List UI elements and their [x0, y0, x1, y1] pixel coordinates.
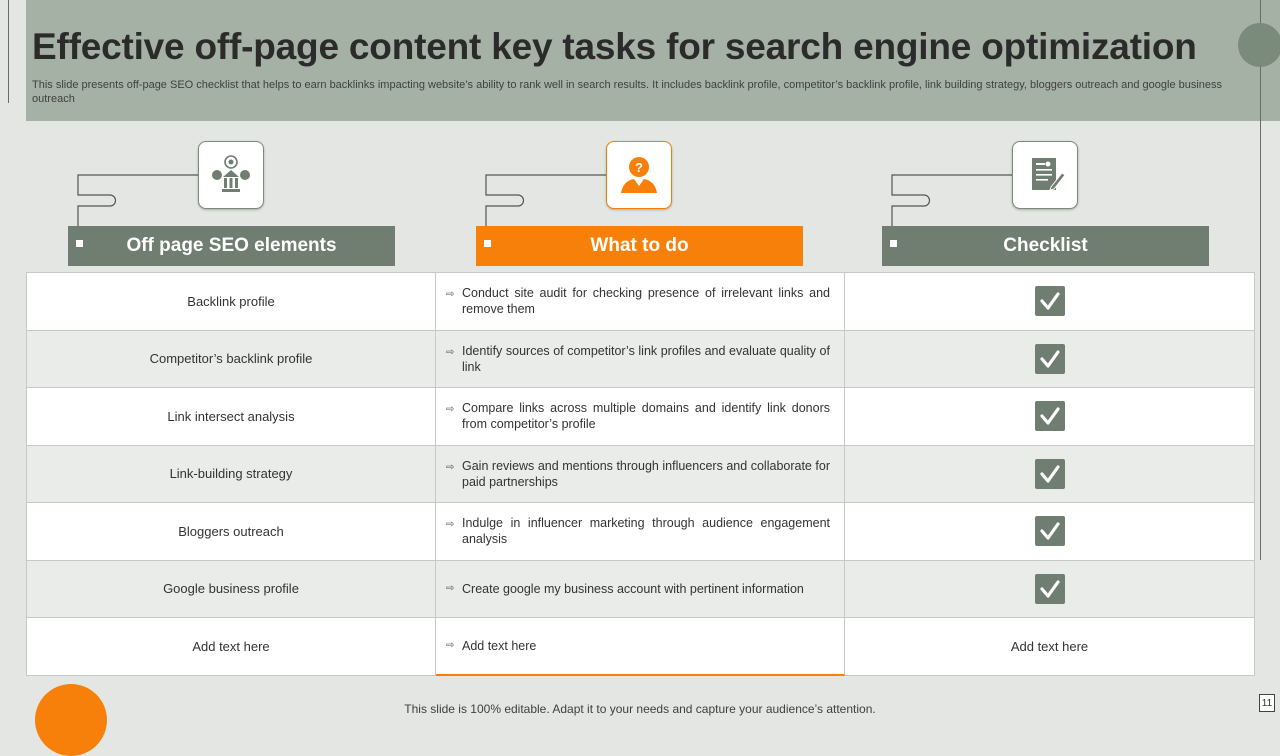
table-row: [27, 273, 1255, 331]
arrow-icon: ⇨: [446, 346, 455, 358]
checklist-cell: [845, 446, 1255, 504]
checklist-cell: [845, 388, 1255, 446]
table-row: [27, 561, 1255, 619]
checklist-cell: [845, 331, 1255, 389]
task-text: Create google my business account with pertinent information: [462, 581, 804, 596]
left-rule: [8, 0, 9, 103]
footer-note: This slide is 100% editable. Adapt it to your needs and capture your audience’s attention.: [404, 702, 876, 716]
checkmark-icon: [1035, 459, 1065, 489]
document-pen-icon: [1012, 141, 1078, 209]
checklist-cell: [845, 273, 1255, 331]
seo-task-table: [26, 272, 1255, 676]
table-row: [27, 446, 1255, 504]
task-cell: [436, 618, 845, 676]
svg-text:?: ?: [635, 160, 643, 175]
checkmark-icon: [1035, 344, 1065, 374]
task-cell: [436, 446, 845, 504]
column-header-what-to-do: [476, 140, 806, 266]
bullet-square: [76, 240, 83, 247]
element-cell: Backlink profile: [27, 273, 436, 331]
task-text: Identify sources of competitor’s link profiles and evaluate quality of link: [462, 343, 830, 374]
element-cell: Bloggers outreach: [27, 503, 436, 561]
column-header-elements: [68, 140, 398, 266]
task-text: Indulge in influencer marketing through audience engagement analysis: [462, 516, 830, 547]
task-text: Add text here: [462, 638, 537, 653]
task-cell: [436, 273, 845, 331]
arrow-icon: ⇨: [446, 289, 455, 300]
slide-subtitle: This slide presents off-page SEO checklist that helps to earn backlinks impacting website’s ability to rank well in search results. It includes backlink profile, competitor’s backlink profile, link building strategy, bloggers outreach and google business outreach: [32, 79, 1223, 105]
checkmark-icon: [1035, 516, 1065, 546]
page-number: 11: [1259, 694, 1275, 712]
task-cell: [436, 561, 845, 619]
seo-network-icon: [198, 141, 264, 209]
table-row: [27, 503, 1255, 561]
column-header-label: Checklist: [1003, 235, 1088, 256]
checkmark-icon: [1035, 574, 1065, 604]
decorative-orange-circle: [35, 684, 107, 756]
table-row: [27, 618, 1255, 676]
arrow-icon: ⇨: [446, 640, 455, 652]
element-cell: Link-building strategy: [27, 446, 436, 504]
checkmark-icon: [1035, 401, 1065, 431]
table-row: [27, 331, 1255, 389]
task-text: Gain reviews and mentions through influencers and collaborate for paid partnerships: [462, 458, 830, 489]
task-text: Compare links across multiple domains and identify link donors from competitor’s profile: [462, 401, 830, 432]
bullet-square: [890, 240, 897, 247]
arrow-icon: ⇨: [446, 461, 455, 473]
task-cell: [436, 388, 845, 446]
bullet-square: [484, 240, 491, 247]
slide-title: Effective off-page content key tasks for search engine optimization: [32, 26, 1197, 67]
column-header-checklist: [882, 140, 1212, 266]
task-text: Conduct site audit for checking presence of irrelevant links and remove them: [462, 286, 830, 317]
column-header-bar: [882, 226, 1209, 266]
column-header-label: Off page SEO elements: [126, 235, 337, 256]
column-header-bar: [68, 226, 395, 266]
checklist-cell: [845, 561, 1255, 619]
arrow-icon: ⇨: [446, 519, 455, 530]
element-cell: Google business profile: [27, 561, 436, 619]
checkmark-icon: [1035, 286, 1065, 316]
column-header-label: What to do: [590, 235, 689, 256]
right-rule: [1260, 0, 1261, 560]
element-cell: Link intersect analysis: [27, 388, 436, 446]
table-row: [27, 388, 1255, 446]
element-cell: Add text here: [27, 618, 436, 676]
person-question-icon: [606, 141, 672, 209]
arrow-icon: ⇨: [446, 404, 455, 415]
task-cell: [436, 503, 845, 561]
checklist-cell: [845, 503, 1255, 561]
arrow-icon: ⇨: [446, 583, 455, 595]
checklist-cell: Add text here: [845, 618, 1255, 676]
column-header-bar: [476, 226, 803, 266]
task-cell: [436, 331, 845, 389]
element-cell: Competitor’s backlink profile: [27, 331, 436, 389]
